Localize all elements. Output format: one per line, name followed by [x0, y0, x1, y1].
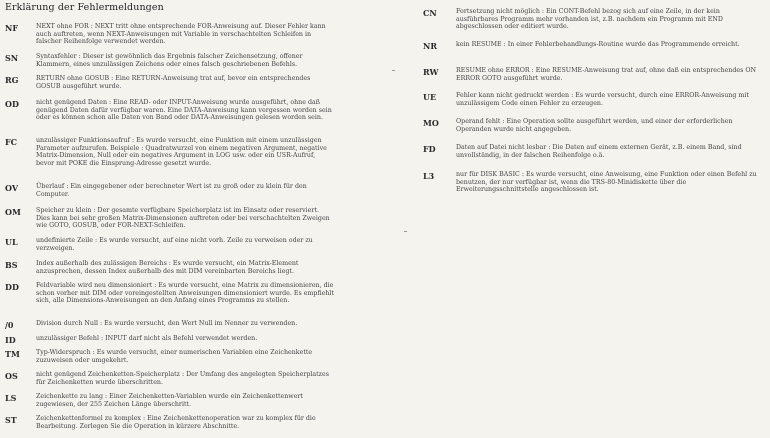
error-description: Speicher zu klein : Der gesamte verfügbare Speicherplatz ist im Einsatz oder reserviert. Dies kann bei sehr großen Matrix-Dimensionen auftreten oder bei verschachtelten Zweigen wie GOTO, GOSUB, oder FOR-NEXT-Schleifen. — [36, 207, 330, 230]
error-code: SN — [5, 53, 19, 63]
error-description: unzulässiger Funktionsaufruf : Es wurde versucht, eine Funktion mit einem unzulässigen Parameter aufzurufen. Beispiele : Quadratwurzel von einem negativen Argument, negative Matrix-Dimension, Null oder ein negatives Argument in LOG usw. oder ein USR-Aufruf, bevor mit POKE die Einsprung-Adresse gesetzt wurde. — [36, 137, 327, 167]
error-code: RW — [423, 67, 439, 77]
page-title: Erklärung der Fehlermeldungen — [5, 2, 164, 13]
error-description: Typ-Widerspruch : Es wurde versucht, einer numerischen Variablen eine Zeichenkette zuzuweisen oder umgekehrt. — [36, 349, 313, 364]
error-description: Division durch Null : Es wurde versucht, den Wert Null im Nenner zu verwenden. — [36, 320, 298, 327]
error-description: undefinierte Zeile : Es wurde versucht, auf eine nicht vorh. Zeile zu verweisen oder zu verzweigen. — [36, 237, 313, 252]
error-code: NF — [5, 23, 18, 33]
error-description: RETURN ohne GOSUB : Eine RETURN-Anweisung trat auf, bevor ein entsprechendes GOSUB ausgeführt wurde. — [36, 75, 311, 90]
error-code: TM — [5, 349, 20, 359]
error-code: MO — [423, 118, 439, 128]
error-description: nicht genügend Daten : Eine READ- oder INPUT-Anweisung wurde ausgeführt, ohne daß genügend Daten dafür verfügbar waren. Eine DATA-Anweisung kann vergessen worden sein oder es können schon alle Daten von Band oder DATA-Anweisungen gelesen worden sein. — [36, 99, 332, 122]
error-description: Zeichenkettenformel zu komplex : Eine Zeichenkettenoperation war zu komplex für die Bearbeitung. Zerlegen Sie die Operation in kürzere Abschnitte. — [36, 415, 316, 430]
error-description: NEXT ohne FOR : NEXT tritt ohne entsprechende FOR-Anweisung auf. Dieser Fehler kann auch auftreten, wenn NEXT-Anweisungen mit Variable in verschachtelten Schleifen in falscher Reihenfolge verwendet werden. — [36, 23, 326, 46]
error-description: kein RESUME : In einer Fehlerbehandlungs-Routine wurde das Programmende erreicht. — [456, 41, 740, 48]
error-description: unzulässiger Befehl : INPUT darf nicht als Befehl verwendet werden. — [36, 335, 258, 342]
scan-speck — [392, 70, 395, 71]
error-description: nicht genügend Zeichenketten-Speicherplatz : Der Umfang des angelegten Speicherplatzes für Zeichenketten wurde überschritten. — [36, 371, 329, 386]
error-description: Daten auf Datei nicht lesbar : Die Daten auf einem externen Gerät, z.B. einem Band, sind unvollständig, in der falschen Reihenfolge o.ä. — [456, 144, 742, 159]
error-description: Index außerhalb des zulässigen Bereichs : Es wurde versucht, ein Matrix-Element anzusprechen, dessen Index außerhalb des mit DIM vereinbarten Bereichs liegt. — [36, 260, 299, 275]
error-description: RESUME ohne ERROR : Eine RESUME-Anweisung trat auf, ohne daß ein entsprechendes ON ERROR GOTO ausgeführt wurde. — [456, 67, 756, 82]
scan-speck — [404, 231, 407, 232]
error-description: Operand fehlt : Eine Operation sollte ausgeführt werden, und einer der erforderlichen Operanden wurde nicht angegeben. — [456, 118, 733, 133]
error-code: ID — [5, 335, 16, 345]
error-description: nur für DISK BASIC : Es wurde versucht, eine Anweisung, eine Funktion oder einen Befehl zu benutzen, der nur verfügbar ist, wenn die TRS-80-Minidiskette über die Erweiterungsschnittstelle angeschlossen ist. — [456, 171, 757, 194]
error-description: Fortsetzung nicht möglich : Ein CONT-Befehl bezog sich auf eine Zeile, in der kein ausführbares Programm mehr vorhanden ist, z.B. nachdem ein Programm mit END abgeschlossen oder editiert wurde. — [456, 8, 723, 31]
error-code: ST — [5, 415, 17, 425]
error-description: Überlauf : Ein eingegebener oder berechneter Wert ist zu groß oder zu klein für den Computer. — [36, 183, 307, 198]
error-code: OM — [5, 207, 21, 217]
error-code: NR — [423, 41, 437, 51]
error-code: L3 — [423, 171, 435, 181]
error-code: OD — [5, 99, 19, 109]
error-code: OV — [5, 183, 19, 193]
error-description: Fehler kann nicht gedruckt werden : Es wurde versucht, durch eine ERROR-Anweisung mit unzulässigem Code einen Fehler zu erzeugen. — [456, 92, 749, 107]
error-code: UE — [423, 92, 437, 102]
error-code: BS — [5, 260, 18, 270]
error-code: UL — [5, 237, 18, 247]
error-code: OS — [5, 371, 18, 381]
error-code: FC — [5, 137, 18, 147]
error-description: Syntaxfehler : Dieser ist gewöhnlich das Ergebnis falscher Zeichensetzung, offener Klammern, eines unzulässigen Zeichens oder eines falsch geschriebenen Befehls. — [36, 53, 303, 68]
error-description: Zeichenkette zu lang : Einer Zeichenketten-Variablen wurde ein Zeichenkettenwert zugewiesen, der 255 Zeichen Länge überschritt. — [36, 393, 303, 408]
error-code: DD — [5, 282, 19, 292]
error-code: CN — [423, 8, 437, 18]
error-code: /0 — [5, 320, 14, 330]
error-code: LS — [5, 393, 17, 403]
error-code: RG — [5, 75, 19, 85]
error-code: FD — [423, 144, 436, 154]
error-description: Feldvariable wird neu dimensioniert : Es wurde versucht, eine Matrix zu dimensionieren, die schon vorher mit DIM oder voreingestellten Anweisungen dimensioniert wurde. Es empfiehlt sich, alle Dimensions-Anweisungen an den Anfang eines Programms zu stellen. — [36, 282, 334, 305]
